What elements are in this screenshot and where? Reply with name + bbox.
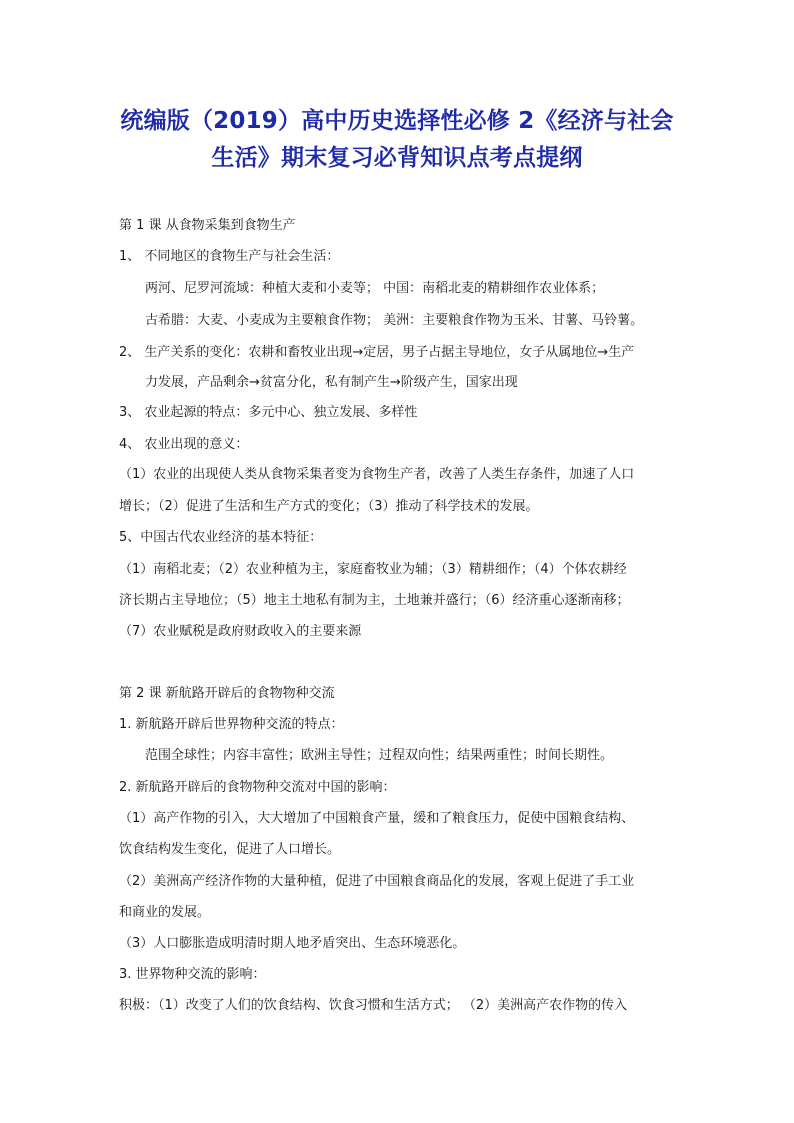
document-title-line-2: 生活》期末复习必背知识点考点提纲 <box>211 145 583 171</box>
lesson-2-line: 积极：（1）改变了人们的饮食结构、饮食习惯和生活方式； （2）美洲高产农作物的传入 <box>119 998 628 1013</box>
lesson-2-line: （1）高产作物的引入，大大增加了中国粮食产量，缓和了粮食压力，促使中国粮食结构、 <box>119 811 635 826</box>
lesson-2-line: 范围全球性；内容丰富性；欧洲主导性；过程双向性；结果两重性；时间长期性。 <box>145 748 614 763</box>
lesson-2-heading: 第 2 课 新航路开辟后的食物物种交流 <box>119 686 335 701</box>
lesson-2-line: （2）美洲高产经济作物的大量种植，促进了中国粮食商品化的发展，客观上促进了手工业 <box>119 874 635 889</box>
lesson-1-line: （1）农业的出现使人类从食物采集者变为食物生产者，改善了人类生存条件，加速了人口 <box>119 467 635 482</box>
lesson-2-line: 2. 新航路开辟后的食物物种交流对中国的影响： <box>119 780 396 795</box>
lesson-1-line: （7）农业赋税是政府财政收入的主要来源 <box>119 624 362 639</box>
lesson-2-line: 饮食结构发生变化，促进了人口增长。 <box>119 842 341 857</box>
lesson-2-line: 3. 世界物种交流的影响： <box>119 967 266 982</box>
lesson-2-line: （3）人口膨胀造成明清时期人地矛盾突出、生态环境恶化。 <box>119 936 466 951</box>
lesson-1-line: 2、 生产关系的变化：农耕和畜牧业出现→定居，男子占据主导地位，女子从属地位→生产 <box>119 345 635 360</box>
lesson-1-line: 力发展，产品剩余→贫富分化，私有制产生→阶级产生，国家出现 <box>145 375 518 390</box>
lesson-1-line: 3、 农业起源的特点：多元中心、独立发展、多样性 <box>119 405 418 420</box>
lesson-1-heading: 第 1 课 从食物采集到食物生产 <box>119 218 296 233</box>
lesson-1-line: 4、 农业出现的意义： <box>119 437 249 452</box>
document-title-line-1: 统编版（2019）高中历史选择性必修 2《经济与社会 <box>120 108 674 134</box>
lesson-1-line: 1、 不同地区的食物生产与社会生活： <box>119 249 340 264</box>
lesson-1-line: 古希腊：大麦、小麦成为主要粮食作物； 美洲：主要粮食作物为玉米、甘薯、马铃薯。 <box>145 313 644 328</box>
lesson-1-line: 5、中国古代农业经济的基本特征： <box>119 530 323 545</box>
lesson-1-line: 济长期占主导地位；（5）地主土地私有制为主，土地兼并盛行；（6）经济重心逐渐南移； <box>119 593 630 608</box>
lesson-2-line: 和商业的发展。 <box>119 905 211 920</box>
lesson-1-line: （1）南稻北麦；（2）农业种植为主，家庭畜牧业为辅；（3）精耕细作；（4）个体农耕经 <box>119 562 627 577</box>
lesson-2-line: 1. 新航路开辟后世界物种交流的特点： <box>119 717 344 732</box>
lesson-1-line: 增长；（2）促进了生活和生产方式的变化；（3）推动了科学技术的发展。 <box>119 499 539 514</box>
lesson-1-line: 两河、尼罗河流域：种植大麦和小麦等； 中国：南稻北麦的精耕细作农业体系； <box>145 281 605 296</box>
